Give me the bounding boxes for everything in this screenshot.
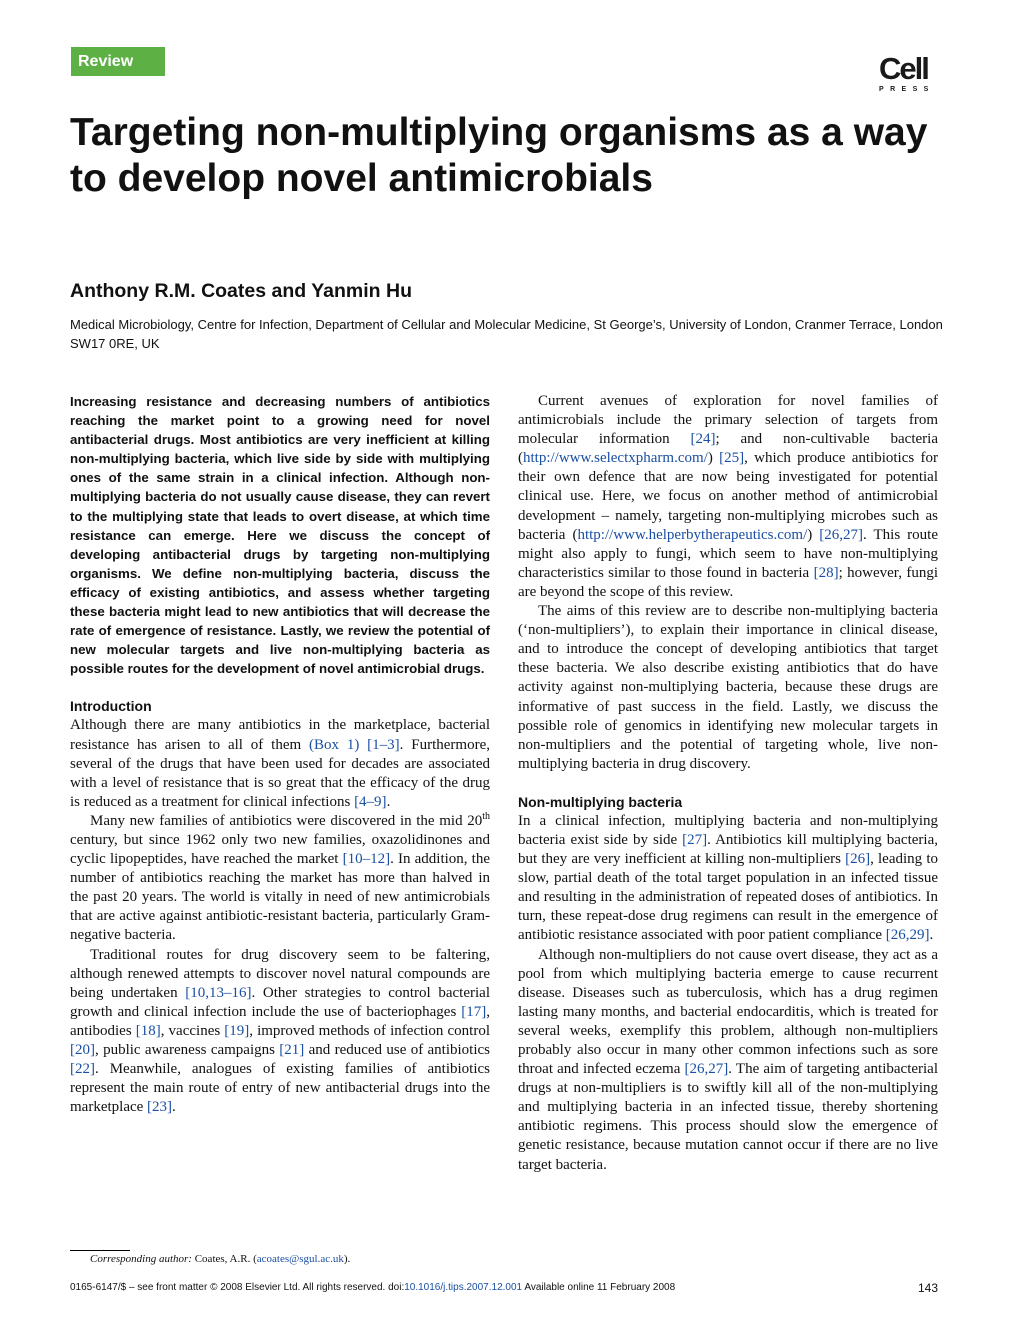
citation-link[interactable]: [18] (135, 1022, 161, 1039)
citation-link[interactable]: [27] (682, 831, 708, 848)
citation-link[interactable]: [21] (279, 1042, 305, 1058)
url-link[interactable]: http://www.selectxpharm.com/ (523, 450, 708, 467)
section-tab: Review (71, 47, 165, 76)
citation-link[interactable]: [1–3] (367, 736, 400, 753)
body-paragraph-4: Although non-multipliers do not cause overt disease, they act as a pool from which multiplying bacteria emerge to cause recurrent disease. Diseases such as tuberculosis, which has a drug regimen lasting many months, and bacterial endocarditis, which is treated for several weeks, exemplify this problem, although non-multipliers probably also occur in many other common infections such as sore throat and infected eczema [26,27]. The aim of targeting antibacterial drugs at non-multipliers is to swiftly kill all of the non-multiplying and multiplying bacteria in an infected tissue, thereby shortening antibiotic regimens. This process should slow the emergence of genetic resistance, because mutation cannot occur if there are no live target bacteria. (518, 946, 939, 1173)
citation-link[interactable]: [26,29] (885, 927, 930, 944)
citation-link[interactable]: [17] (461, 1003, 487, 1020)
citation-link[interactable]: [24] (690, 431, 716, 448)
citation-link[interactable]: [28] (813, 564, 839, 581)
page-number: 143 (918, 1281, 939, 1295)
citation-link[interactable]: [26] (845, 851, 871, 868)
section-heading-non-multiplying: Non-multiplying bacteria (518, 793, 683, 810)
url-link[interactable]: http://www.helperbytherapeutics.com/ (577, 526, 808, 543)
intro-paragraph-2: Many new families of antibiotics were discovered in the mid 20th century, but since 1962 only two new families, oxazolidinones and cyclic lipopeptides, have reached the market [10–12]. In addition, the number of antibiotics reaching the market has more than halved in the past 20 years. The world is vitally in need of new antimicrobials that are active against antibiotic-resistant bacteria, particularly Gram-negative bacteria. (70, 810, 490, 944)
publisher-logo (879, 51, 939, 96)
doi-link[interactable]: 10.1016/j.tips.2007.12.001 (404, 1282, 523, 1293)
citation-link[interactable]: [26,27] (684, 1061, 729, 1078)
logo-main-text: Cell (879, 51, 928, 86)
intro-paragraph-1: Although there are many antibiotics in the marketplace, bacterial resistance has arisen to all of them (Box 1) [1–3]. Furthermore, several of the drugs that have been used for decades are associated with a level of resistance that is so great that the efficacy of the drug is reduced as a treatment for clinical infections [4–9]. (70, 717, 490, 810)
citation-link[interactable]: [22] (70, 1061, 95, 1078)
body-paragraph-3: In a clinical infection, multiplying bacteria and non-multiplying bacteria exist side by side [27]. Antibiotics kill multiplying bacteria, but they are very inefficient at killing non-multipliers [26], leading to slow, partial death of the total target population in an infected tissue and resulting in the administration of repeated doses of antibiotics. In turn, these repeat-dose drug regimens can result in the emergence of antibiotic resistance associated with poor patient compliance [26,29]. (518, 812, 938, 944)
box-link[interactable]: (Box 1) (308, 736, 360, 753)
citation-link[interactable]: [20] (70, 1042, 95, 1058)
citation-link[interactable]: [10,13–16] (185, 984, 252, 1001)
left-column (70, 392, 490, 1117)
footnote-divider (70, 1250, 130, 1251)
body-paragraph-1: Current avenues of exploration for novel families of antimicrobials include the primary selection of targets from molecular information [24]; and non-cultivable bacteria (http://www.selectxpharm.com/) [25], which produce antibiotics for their own defence that are now being investigated for potential clinical use. Here, we focus on another method of antimicrobial development – namely, targeting non-multiplying microbes such as bacteria (http://www.helperbytherapeutics.com/) [26,27]. This route might also apply to fungi, which seem to have non-multiplying characteristics similar to those found in bacteria [28]; however, fungi are beyond the scope of this review. (518, 393, 938, 600)
citation-link[interactable]: [25] (719, 450, 745, 467)
corresponding-author-note: Corresponding author: Coates, A.R. (acoates@sgul.ac.uk). (90, 1253, 351, 1265)
citation-link[interactable]: [4–9] (354, 793, 387, 810)
article-title: Targeting non-multiplying organisms as a way to develop novel antimicrobials (70, 111, 928, 200)
citation-link[interactable]: [10–12] (342, 851, 391, 868)
right-column (518, 392, 938, 1175)
citation-link[interactable]: [23] (147, 1099, 173, 1116)
copyright-line: 0165-6147/$ – see front matter © 2008 Elsevier Ltd. All rights reserved. doi:10.1016/j.tips.2007.12.001 Available online 11 February 2008 (70, 1282, 676, 1293)
email-link[interactable]: acoates@sgul.ac.uk (256, 1253, 344, 1265)
author-list: Anthony R.M. Coates and Yanmin Hu (70, 280, 413, 302)
logo-sub-text: PRESS (879, 86, 935, 93)
body-paragraph-2: The aims of this review are to describe non-multiplying bacteria (‘non-multipliers’), to explain their importance in clinical disease, and to introduce the concept of developing antibiotics that target these bacteria. We also describe existing antibiotics that do have activity against non-multiplying bacteria, because these drugs are informative of past success in the field. Lastly, we discuss the possible role of genomics in identifying new molecular targets in non-multipliers and the potential of targeting whole, live non-multiplying bacteria in drug discovery. (518, 603, 938, 772)
affiliation: Medical Microbiology, Centre for Infection, Department of Cellular and Molecular Medicine, St George’s, University of London, Cranmer Terrace, London SW17 0RE, UK (70, 317, 943, 351)
section-heading-introduction: Introduction (70, 698, 152, 715)
intro-paragraph-3: Traditional routes for drug discovery seem to be faltering, although renewed attempts to discover novel natural compounds are being undertaken [10,13–16]. Other strategies to control bacterial growth and clinical infection include the use of bacteriophages [17], antibodies [18], vaccines [19], improved methods of infection control [20], public awareness campaigns [21] and reduced use of antibiotics [22]. Meanwhile, analogues of existing families of antibiotics represent the main route of entry of new antibacterial drugs into the marketplace [23]. (70, 946, 490, 1116)
citation-link[interactable]: [26,27] (819, 526, 864, 543)
citation-link[interactable]: [19] (224, 1022, 250, 1039)
abstract: Increasing resistance and decreasing numbers of antibiotics reaching the market point to a growing need for novel antibacterial drugs. Most antibiotics are very inefficient at killing non-multiplying bacteria, which live side by side with multiplying ones of the same strain in a clinical infection. Although non-multiplying bacteria do not usually cause disease, they can revert to the multiplying state that leads to overt disease, at which time resistance can emerge. Here we discuss the concept of developing antibacterial drugs by targeting non-multiplying organisms. We define non-multiplying bacteria, discuss the efficacy of existing antibiotics, and assess whether targeting these bacteria might lead to new antibiotics that will decrease the rate of emergence of resistance. Lastly, we review the potential of new molecular targets and live non-multiplying bacteria as possible routes for the development of novel antimicrobial drugs. (70, 394, 490, 677)
